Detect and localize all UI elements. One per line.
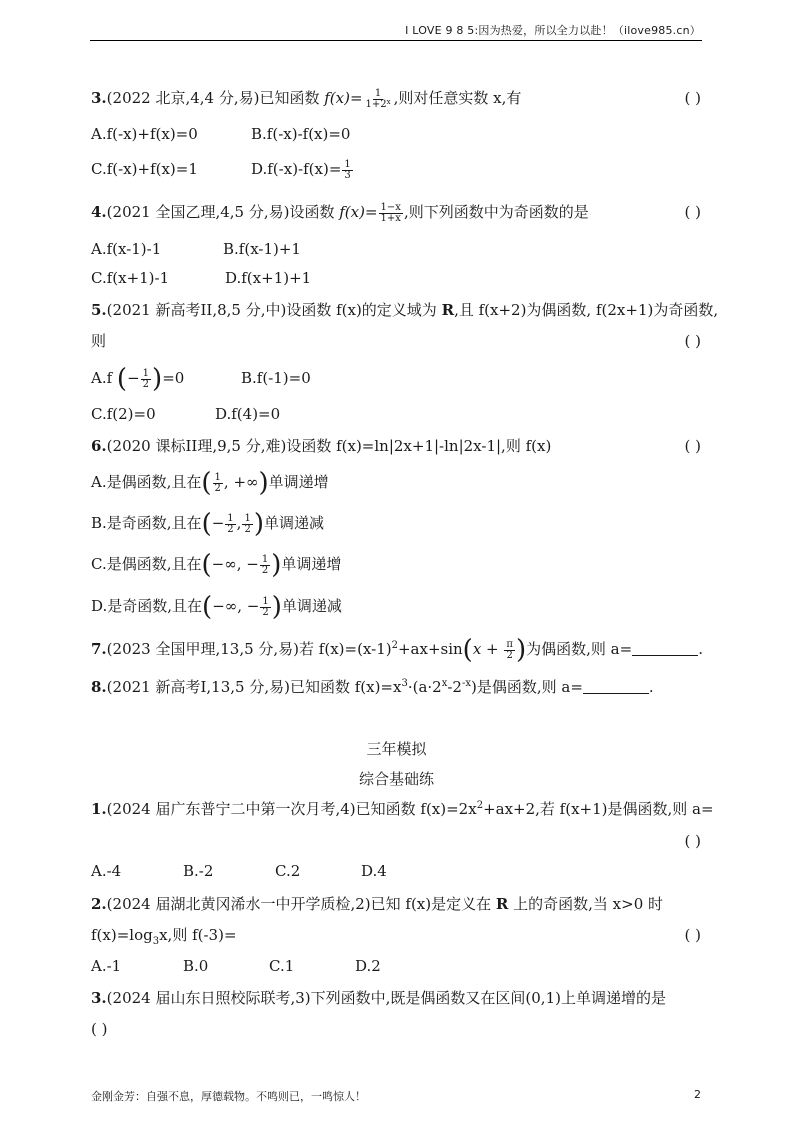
question-8: 8.(2021 新高考I,13,5 分,易)已知函数 $f(x)=x^3\cdot(a\cdot 2^x-2^{-x})$是偶函数,则 a= . — [91, 678, 654, 696]
section-title: 三年模拟 — [366, 740, 427, 758]
option-c: C.是偶函数,且在(−∞, − $\frac{1}{2}$ )单调递增 — [91, 550, 342, 580]
option-a: A.是偶函数,且在( $\frac{1}{2}$ , +∞)单调递增 — [91, 468, 329, 498]
question-number: 3. — [91, 89, 107, 107]
question-number: 2. — [91, 895, 107, 913]
option-b: B.f(-1)=0 — [241, 369, 311, 387]
options-row — [91, 364, 311, 394]
answer-blank[interactable] — [632, 641, 698, 656]
practice-question-2-cont: $f(x)=\log_3x$,则 f(-3)= — [91, 926, 237, 947]
question-5: 5.(2021 新高考II,8,5 分,中)设函数 f(x)的定义域为 R,且 f(x+2)为偶函数, f(2x+1)为奇函数, — [91, 301, 719, 319]
answer-paren: ( ) — [91, 1020, 108, 1038]
answer-paren: ( ) — [684, 332, 701, 350]
option-a: A.f (− $\frac{1}{2}$ )=0 — [91, 364, 185, 394]
section-subtitle: 综合基础练 — [358, 770, 434, 788]
option-b: B.f(x-1)+1 — [223, 240, 301, 258]
fraction: $\frac{1-x}{1+x}$ — [380, 201, 401, 224]
question-4: 4.(2021 全国乙理,4,5 分,易)设函数 f(x)= $\frac{1-x}{1+x}$ ,则下列函数中为奇函数的是 — [91, 201, 589, 224]
option-a: A.-4 — [91, 862, 122, 880]
option-a: A.f(x-1)-1 — [91, 240, 162, 258]
answer-paren: ( ) — [684, 832, 701, 850]
options-row — [91, 404, 280, 424]
fraction: $\frac{1}{1+2^x}$ — [365, 87, 391, 110]
question-number: 6. — [91, 437, 107, 455]
options-row — [91, 159, 354, 181]
option-d: D.是奇函数,且在(−∞, − $\frac{1}{2}$ )单调递减 — [91, 592, 342, 622]
footer-motto: 金刚金芳：自强不息，厚德载物。不鸣则已，一鸣惊人！ — [91, 1090, 366, 1103]
practice-question-3: 3.(2024 届山东日照校际联考,3)下列函数中,既是偶函数又在区间(0,1)上单调递增的是 — [91, 989, 666, 1007]
option-b: B.0 — [183, 957, 209, 975]
question-number: 8. — [91, 678, 107, 696]
options-row — [91, 268, 311, 288]
question-5-cont: 则 — [91, 332, 107, 350]
option-c: C.2 — [275, 862, 301, 880]
practice-question-1: 1.(2024 届广东普宁二中第一次月考,4)已知函数 $f(x)=2x^2+ax+2$,若 f(x+1)是偶函数,则 a= — [91, 800, 714, 818]
option-d: D.f(4)=0 — [215, 405, 281, 423]
question-7: 7.(2023 全国甲理,13,5 分,易)若 $f(x)=(x-1)^2+ax+\sin(x$ + $\frac{\pi}{2}$ )为偶函数,则 a= . — [91, 635, 703, 665]
options-row — [91, 239, 301, 259]
question-number: 5. — [91, 301, 107, 319]
answer-paren: ( ) — [684, 926, 701, 944]
option-a: A.f(-x)+f(x)=0 — [91, 125, 198, 143]
option-c: C.f(2)=0 — [91, 405, 156, 423]
option-d: D.f(-x)-f(x)= $\frac{1}{3}$ — [251, 158, 351, 181]
question-6: 6.(2020 课标II理,9,5 分,难)设函数 f(x)=ln|2x+1|-ln|2x-1|,则 f(x) — [91, 437, 552, 455]
answer-blank[interactable] — [583, 679, 649, 694]
option-d: D.2 — [355, 957, 381, 975]
header-divider — [90, 40, 702, 41]
question-number: 1. — [91, 800, 107, 818]
option-a: A.-1 — [91, 957, 122, 975]
option-c: C.1 — [269, 957, 295, 975]
practice-question-2: 2.(2024 届湖北黄冈浠水一中开学质检,2)已知 f(x)是定义在 R 上的奇函数,当 x>0 时 — [91, 895, 664, 913]
answer-paren: ( ) — [684, 203, 701, 221]
question-number: 3. — [91, 989, 107, 1007]
question-number: 4. — [91, 203, 107, 221]
option-b: B.-2 — [183, 862, 214, 880]
options-row — [91, 861, 387, 881]
answer-paren: ( ) — [684, 89, 701, 107]
question-number: 7. — [91, 640, 107, 658]
page-header: I LOVE 9 8 5:因为热爱，所以全力以赴！（ilove985.cn） — [405, 24, 701, 37]
question-3: 3.(2022 北京,4,4 分,易)已知函数 f(x)= $\frac{1}{1+2^x}$ ,则对任意实数 x,有 — [91, 87, 522, 110]
option-c: C.f(-x)+f(x)=1 — [91, 160, 198, 178]
page-number: 2 — [694, 1088, 701, 1101]
options-row — [91, 956, 381, 976]
option-d: D.4 — [361, 862, 387, 880]
option-b: B.f(-x)-f(x)=0 — [251, 125, 351, 143]
option-d: D.f(x+1)+1 — [225, 269, 312, 287]
option-b: B.是奇函数,且在(− $\frac{1}{2}$ , $\frac{1}{2}$ )单调递减 — [91, 509, 324, 539]
options-row — [91, 124, 350, 144]
option-c: C.f(x+1)-1 — [91, 269, 170, 287]
answer-paren: ( ) — [684, 437, 701, 455]
